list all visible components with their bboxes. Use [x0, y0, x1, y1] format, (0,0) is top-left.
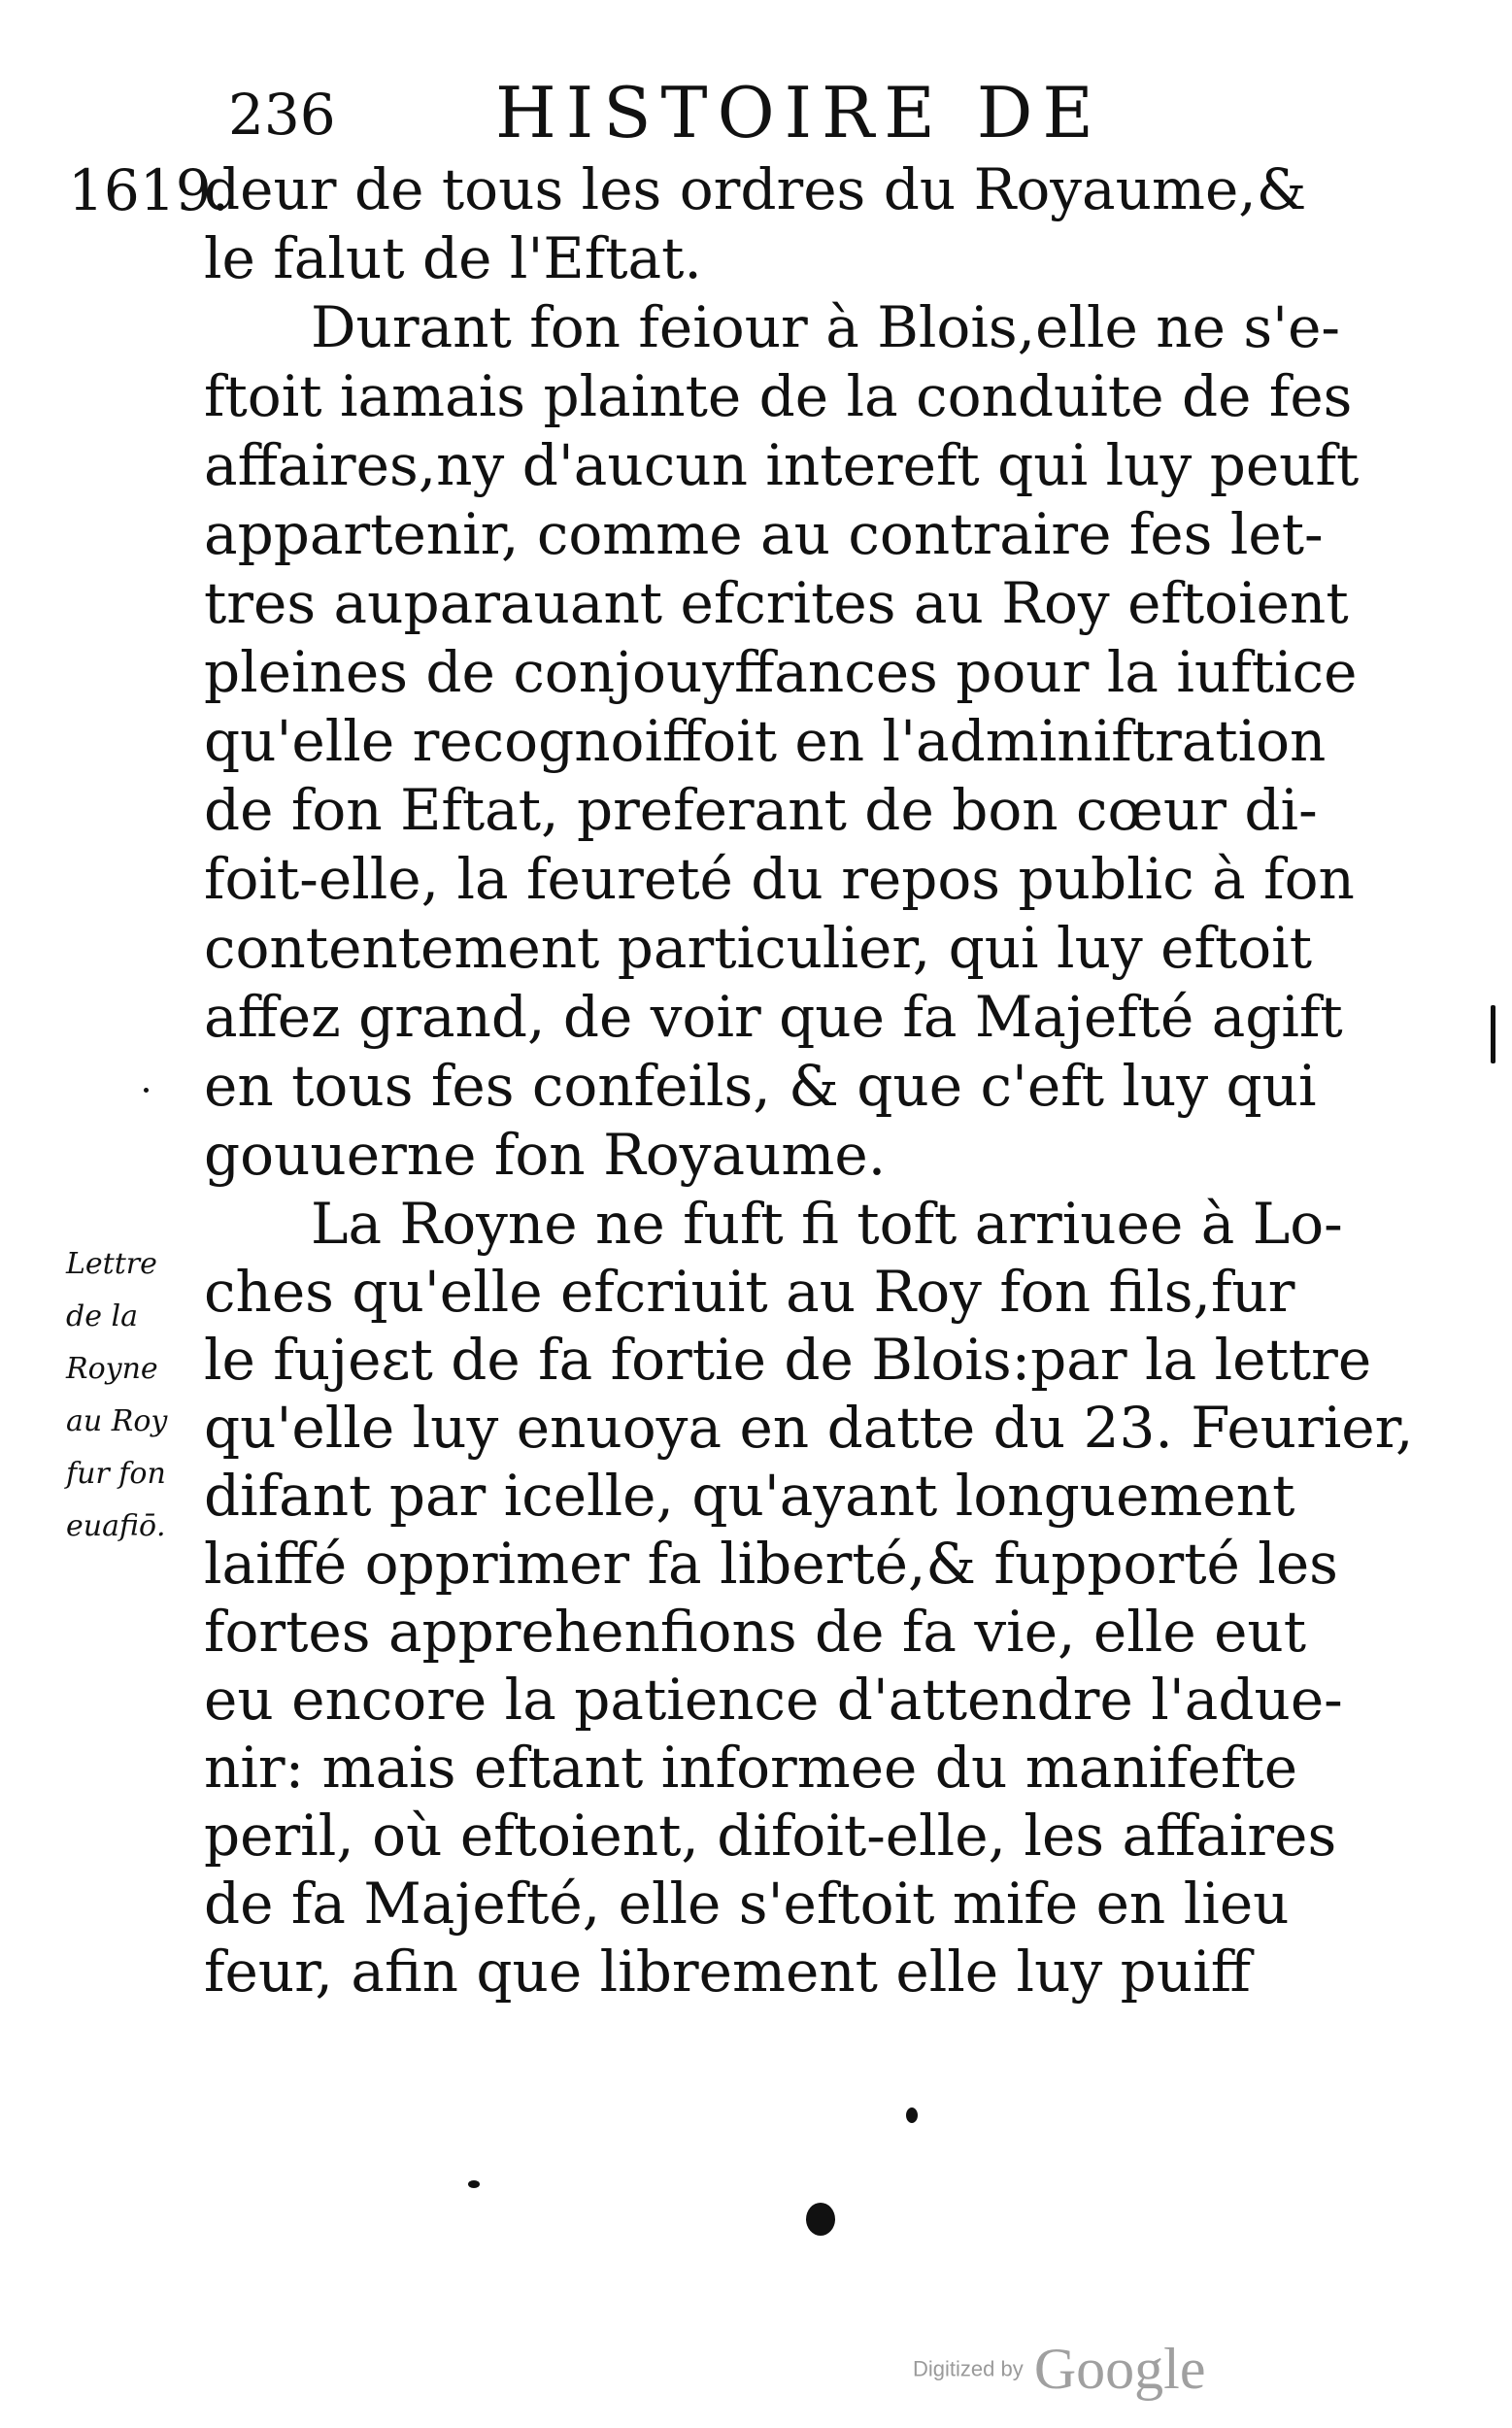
text-line: le fujeɛt de fa fortie de Blois:par la lettre: [204, 1327, 1372, 1393]
ink-speck: [1491, 1005, 1495, 1063]
page-number: 236: [228, 82, 336, 148]
text-line: affaires,ny d'aucun intereft qui luy peuft: [204, 432, 1360, 498]
text-line: en tous fes confeils, & que c'eft luy qui: [204, 1053, 1317, 1119]
text-line: deur de tous les ordres du Royaume,&: [204, 156, 1307, 222]
text-line: de fa Majefté, elle s'eftoit mife en lieu: [204, 1871, 1290, 1937]
text-line: qu'elle luy enuoya en datte du 23. Feurier,: [204, 1395, 1414, 1461]
text-line: de fon Eftat, preferant de bon cœur di-: [204, 777, 1318, 843]
google-logo-text: Google: [1033, 2337, 1206, 2401]
running-title: HISTOIRE DE: [495, 72, 1103, 153]
digitized-by-label: Digitized by: [913, 2356, 1024, 2381]
text-line: difant par icelle, qu'ayant longuement: [204, 1463, 1295, 1529]
text-line: tres auparauant efcrites au Roy eftoient: [204, 570, 1349, 636]
marginal-note: [66, 1238, 192, 1553]
marginal-note-line: de la: [66, 1299, 138, 1333]
text-line: qu'elle recognoiffoit en l'adminiftration: [204, 708, 1327, 774]
digitized-by-google-watermark: [913, 2336, 1205, 2403]
text-line: Durant fon feiour à Blois,elle ne s'e-: [311, 294, 1341, 360]
ink-speck: [806, 2203, 835, 2236]
text-line: laiffé opprimer fa liberté,& fupporté les: [204, 1531, 1338, 1597]
paragraph: [204, 155, 1311, 293]
text-line: ftoit iamais plainte de la conduite de fes: [204, 363, 1353, 429]
ink-speck: [144, 1088, 149, 1093]
text-line: foit-elle, la feureté du repos public à fon: [204, 846, 1355, 912]
text-line: gouuerne fon Royaume.: [204, 1122, 887, 1188]
text-line: peril, où eftoient, difoit-elle, les affaires: [204, 1803, 1337, 1869]
text-line: nir: mais eftant informee du manifefte: [204, 1735, 1298, 1801]
text-line: contentement particulier, qui luy eftoit: [204, 915, 1313, 981]
text-line: ches qu'elle efcriuit au Roy fon fils,fur: [204, 1259, 1295, 1325]
text-line: feur, afin que librement elle luy puiff: [204, 1939, 1251, 2005]
text-line: pleines de conjouyffances pour la iuftice: [204, 639, 1358, 705]
page-header: [0, 68, 1512, 153]
text-line: le falut de l'Eftat.: [204, 225, 702, 291]
ink-speck: [906, 2108, 918, 2123]
marginal-note-line: Royne: [66, 1352, 158, 1386]
margin-year: 1619.: [68, 157, 230, 223]
text-line: eu encore la patience d'attendre l'adue-: [204, 1667, 1343, 1733]
marginal-note-line: au Roy: [66, 1404, 168, 1438]
marginal-note-line: Lettre: [66, 1247, 157, 1281]
text-line: appartenir, comme au contraire fes let-: [204, 501, 1324, 567]
text-line: La Royne ne fuft fi toft arriuee à Lo-: [311, 1191, 1343, 1257]
text-line: fortes apprehenfions de fa vie, elle eut: [204, 1599, 1307, 1665]
marginal-note-line: euafiō.: [66, 1509, 166, 1543]
paragraph: [204, 1190, 1414, 2006]
paragraph: [204, 293, 1360, 1190]
text-line: affez grand, de voir que fa Majefté agift: [204, 984, 1343, 1050]
ink-speck: [468, 2180, 480, 2188]
body-text: [204, 155, 1414, 2006]
marginal-note-line: fur fon: [66, 1457, 166, 1491]
